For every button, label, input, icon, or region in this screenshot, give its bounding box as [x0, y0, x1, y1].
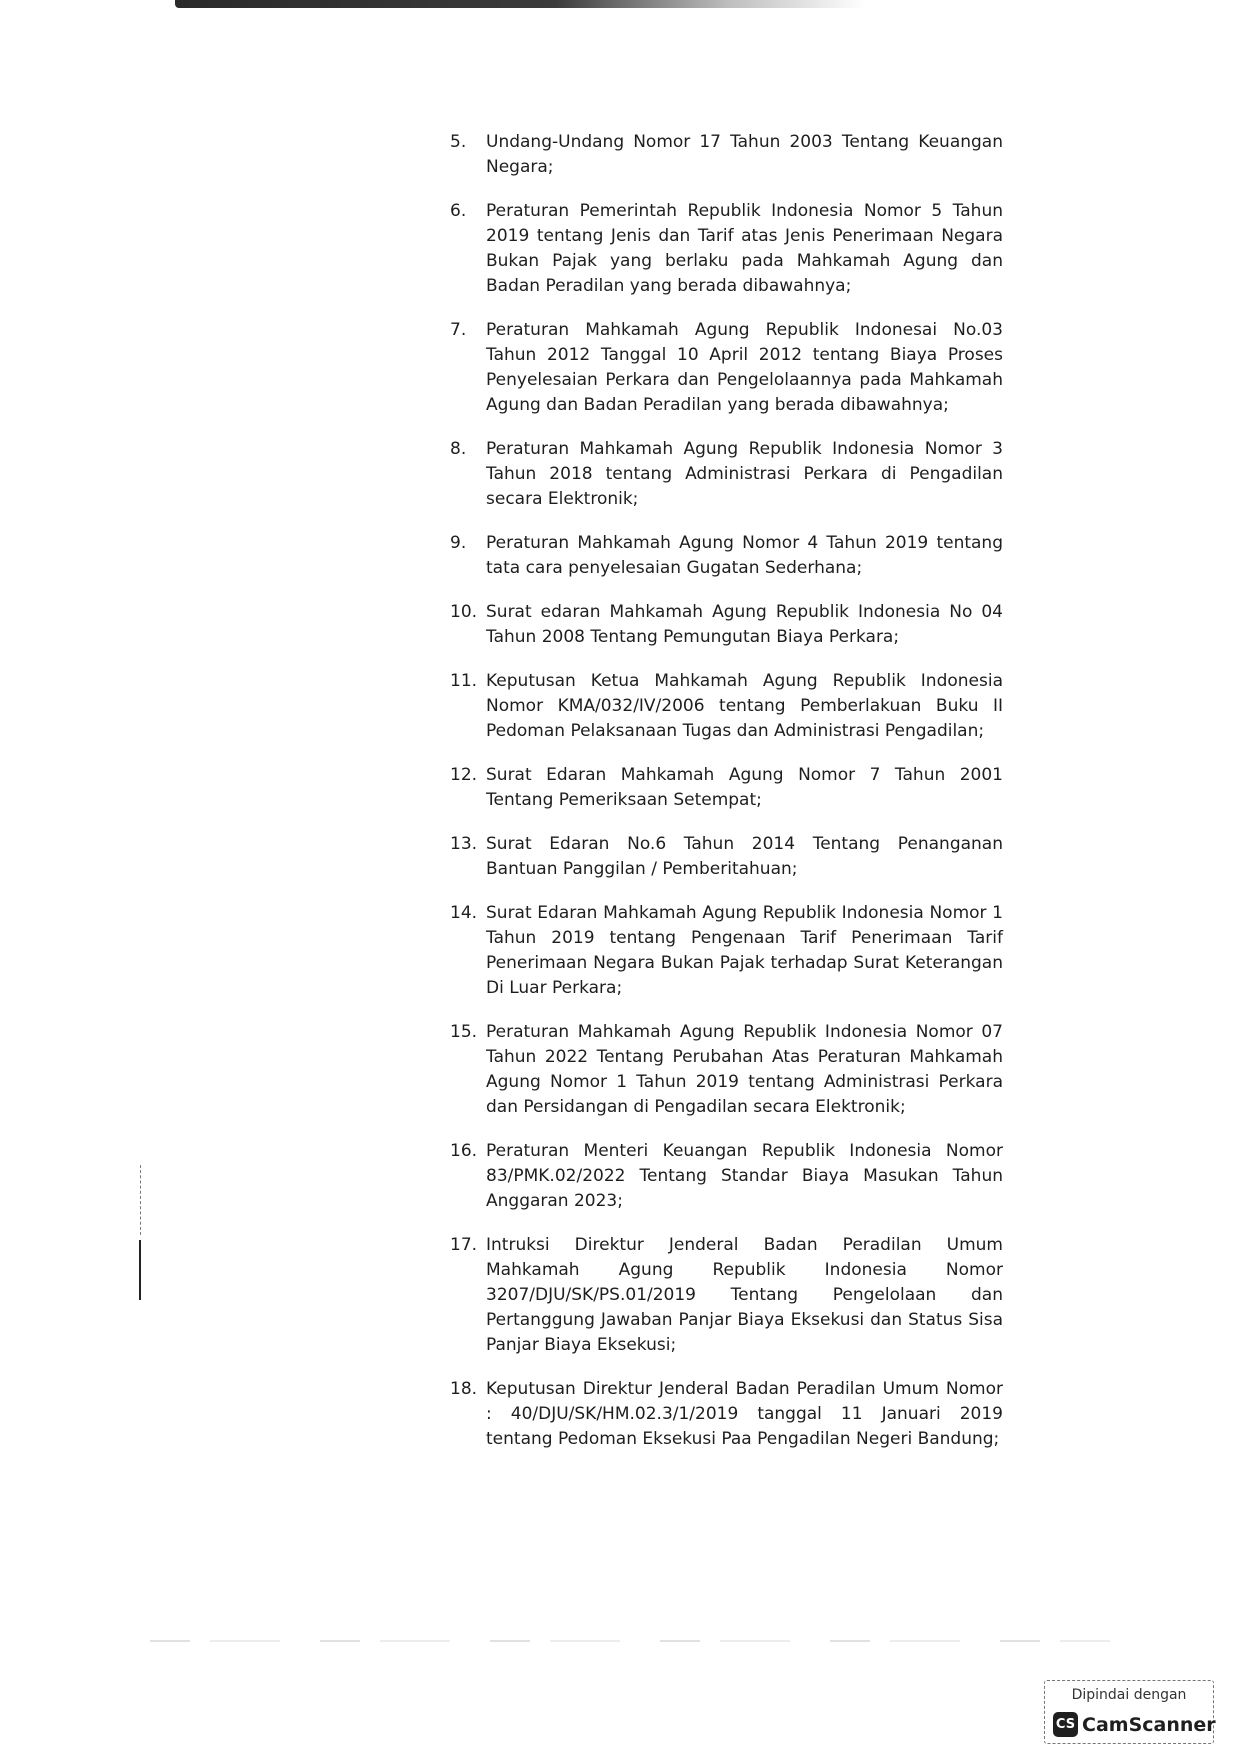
- item-text: Peraturan Menteri Keuangan Republik Indonesia Nomor 83/PMK.02/2022 Tentang Standar Biaya Masukan Tahun Anggaran 2023;: [486, 1141, 1003, 1211]
- list-item: [450, 199, 1003, 299]
- scan-margin-bar: [139, 1240, 141, 1300]
- list-item: [450, 832, 1003, 882]
- camscanner-logo-icon: CS: [1053, 1712, 1078, 1737]
- item-text: Peraturan Mahkamah Agung Nomor 4 Tahun 2019 tentang tata cara penyelesaian Gugatan Sederhana;: [486, 533, 1003, 578]
- scan-margin-mark: [140, 1165, 141, 1235]
- item-text: Keputusan Ketua Mahkamah Agung Republik Indonesia Nomor KMA/032/IV/2006 tentang Pemberlakuan Buku II Pedoman Pelaksanaan Tugas dan Administrasi Pengadilan;: [486, 671, 1003, 741]
- item-text: Surat Edaran No.6 Tahun 2014 Tentang Penanganan Bantuan Panggilan / Pemberitahuan;: [486, 834, 1003, 879]
- item-number: 9.: [450, 533, 467, 553]
- list-item: [450, 318, 1003, 418]
- item-number: 17.: [450, 1235, 478, 1255]
- item-text: Peraturan Pemerintah Republik Indonesia Nomor 5 Tahun 2019 tentang Jenis dan Tarif atas Jenis Penerimaan Negara Bukan Pajak yang berlaku pada Mahkamah Agung dan Badan Peradilan yang berada dibawahnya;: [486, 201, 1003, 296]
- item-text: Undang-Undang Nomor 17 Tahun 2003 Tentang Keuangan Negara;: [486, 132, 1003, 177]
- scan-bottom-noise: [150, 1640, 1110, 1642]
- item-number: 15.: [450, 1022, 478, 1042]
- item-text: Peraturan Mahkamah Agung Republik Indonesai No.03 Tahun 2012 Tanggal 10 April 2012 tentang Biaya Proses Penyelesaian Perkara dan Pengelolaannya pada Mahkamah Agung dan Badan Peradilan yang berada dibawahnya;: [486, 320, 1003, 415]
- scan-top-edge: [175, 0, 865, 8]
- watermark-brand: CamScanner: [1082, 1713, 1216, 1736]
- list-item: [450, 669, 1003, 744]
- item-text: Keputusan Direktur Jenderal Badan Peradilan Umum Nomor : 40/DJU/SK/HM.02.3/1/2019 tanggal 11 Januari 2019 tentang Pedoman Eksekusi Paa Pengadilan Negeri Bandung;: [486, 1379, 1003, 1449]
- item-number: 18.: [450, 1379, 478, 1399]
- list-item: [450, 437, 1003, 512]
- item-text: Peraturan Mahkamah Agung Republik Indonesia Nomor 07 Tahun 2022 Tentang Perubahan Atas Peraturan Mahkamah Agung Nomor 1 Tahun 2019 tentang Administrasi Perkara dan Persidangan di Pengadilan secara Elektronik;: [486, 1022, 1003, 1117]
- watermark-caption: Dipindai dengan: [1071, 1687, 1187, 1703]
- list-item: [450, 901, 1003, 1001]
- list-item: [450, 1139, 1003, 1214]
- item-text: Surat Edaran Mahkamah Agung Republik Indonesia Nomor 1 Tahun 2019 tentang Pengenaan Tarif Penerimaan Tarif Penerimaan Negara Bukan Pajak terhadap Surat Keterangan Di Luar Perkara;: [486, 903, 1003, 998]
- item-number: 6.: [450, 201, 467, 221]
- list-item: [450, 600, 1003, 650]
- item-number: 8.: [450, 439, 467, 459]
- list-item: [450, 1233, 1003, 1358]
- item-number: 16.: [450, 1141, 478, 1161]
- list-item: [450, 763, 1003, 813]
- item-number: 11.: [450, 671, 478, 691]
- item-number: 7.: [450, 320, 467, 340]
- watermark-brand-row: [1053, 1712, 1216, 1737]
- list-item: [450, 1377, 1003, 1452]
- item-number: 5.: [450, 132, 467, 152]
- item-text: Surat Edaran Mahkamah Agung Nomor 7 Tahun 2001 Tentang Pemeriksaan Setempat;: [486, 765, 1003, 810]
- item-number: 10.: [450, 602, 478, 622]
- list-item: [450, 531, 1003, 581]
- legal-basis-list: [450, 130, 1003, 1471]
- item-text: Intruksi Direktur Jenderal Badan Peradilan Umum Mahkamah Agung Republik Indonesia Nomor 3207/DJU/SK/PS.01/2019 Tentang Pengelolaan dan Pertanggung Jawaban Panjar Biaya Eksekusi dan Status Sisa Panjar Biaya Eksekusi;: [486, 1235, 1003, 1355]
- item-text: Surat edaran Mahkamah Agung Republik Indonesia No 04 Tahun 2008 Tentang Pemungutan Biaya Perkara;: [486, 602, 1003, 647]
- list-item: [450, 130, 1003, 180]
- item-number: 14.: [450, 903, 478, 923]
- item-number: 13.: [450, 834, 478, 854]
- list-item: [450, 1020, 1003, 1120]
- item-number: 12.: [450, 765, 478, 785]
- camscanner-watermark: [1044, 1680, 1214, 1744]
- item-text: Peraturan Mahkamah Agung Republik Indonesia Nomor 3 Tahun 2018 tentang Administrasi Perkara di Pengadilan secara Elektronik;: [486, 439, 1003, 509]
